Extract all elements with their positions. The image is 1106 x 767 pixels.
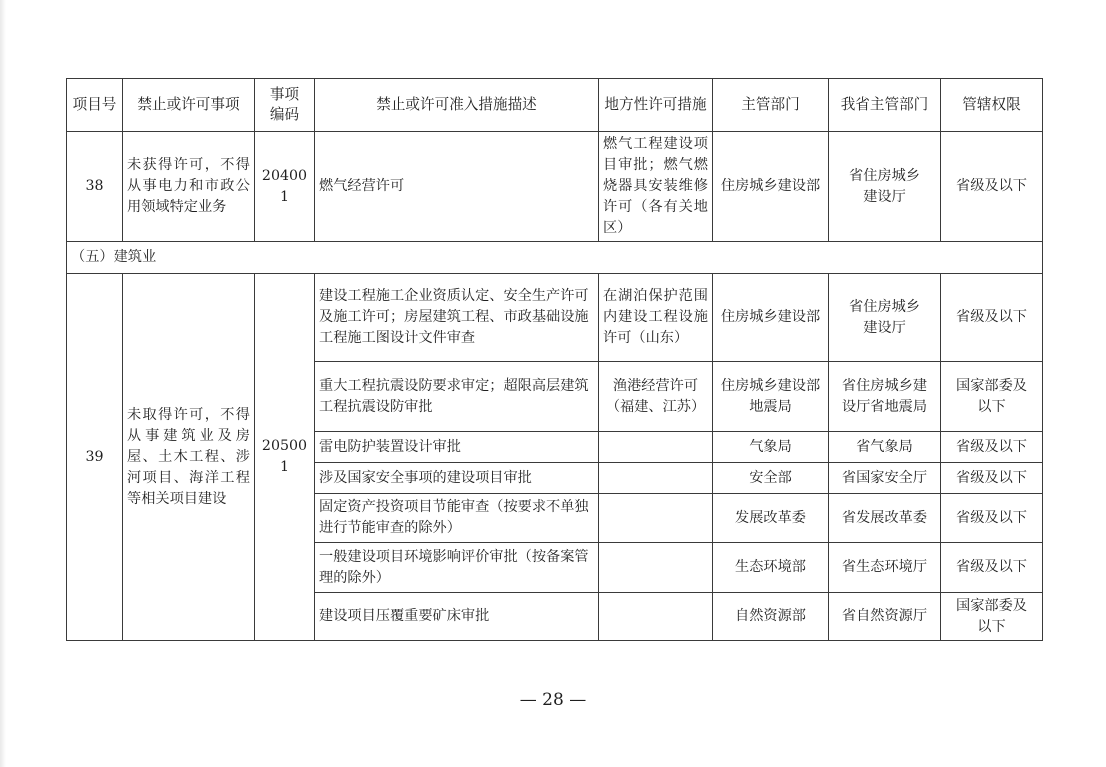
- local-measure: 在湖泊保护范围内建设工程设施许可（山东）: [599, 274, 713, 362]
- dept: 气象局: [713, 432, 829, 463]
- jurisdiction: 省级及以下: [941, 274, 1043, 362]
- dept: 自然资源部: [713, 593, 829, 641]
- header-measure-desc: 禁止或许可准入措施描述: [315, 79, 599, 132]
- header-prov-dept: 我省主管部门: [829, 79, 941, 132]
- measure-desc: 建设项目压覆重要矿床审批: [315, 593, 599, 641]
- dept: 安全部: [713, 463, 829, 494]
- header-jurisdiction: 管辖权限: [941, 79, 1043, 132]
- local-measure: [599, 543, 713, 593]
- item-name: 未取得许可，不得从事建筑业及房屋、土木工程、涉河项目、海洋工程等相关项目建设: [123, 274, 255, 641]
- item-no: 39: [67, 274, 123, 641]
- jurisdiction: 省级及以下: [941, 432, 1043, 463]
- measure-desc: 雷电防护装置设计审批: [315, 432, 599, 463]
- section-title: （五）建筑业: [67, 242, 1043, 274]
- dept: 生态环境部: [713, 543, 829, 593]
- measure-desc: 固定资产投资项目节能审查（按要求不单独进行节能审查的除外）: [315, 494, 599, 543]
- prov-dept: 省自然资源厅: [829, 593, 941, 641]
- header-item-no: 项目号: [67, 79, 123, 132]
- local-measure: 燃气工程建设项目审批；燃气燃烧器具安装维修许可（各有关地区）: [599, 132, 713, 242]
- item-code: 205001: [255, 274, 315, 641]
- prov-dept: 省生态环境厅: [829, 543, 941, 593]
- measure-desc: 燃气经营许可: [315, 132, 599, 242]
- dept: 住房城乡建设部: [713, 274, 829, 362]
- header-code: 事项编码: [255, 79, 315, 132]
- local-measure: [599, 593, 713, 641]
- table-row: [67, 274, 1043, 362]
- measure-desc: 建设工程施工企业资质认定、安全生产许可及施工许可；房屋建筑工程、市政基础设施工程施工图设计文件审查: [315, 274, 599, 362]
- prov-dept: 省气象局: [829, 432, 941, 463]
- local-measure: [599, 432, 713, 463]
- dept: 发展改革委: [713, 494, 829, 543]
- prov-dept: 省发展改革委: [829, 494, 941, 543]
- header-item: 禁止或许可事项: [123, 79, 255, 132]
- prov-dept: 省住房城乡建设厅: [829, 132, 941, 242]
- jurisdiction: 省级及以下: [941, 463, 1043, 494]
- header-row: [67, 79, 1043, 132]
- dept: 住房城乡建设部地震局: [713, 362, 829, 432]
- local-measure: [599, 494, 713, 543]
- measure-desc: 涉及国家安全事项的建设项目审批: [315, 463, 599, 494]
- jurisdiction: 国家部委及以下: [941, 593, 1043, 641]
- jurisdiction: 省级及以下: [941, 543, 1043, 593]
- item-name: 未获得许可，不得从事电力和市政公用领域特定业务: [123, 132, 255, 242]
- item-no: 38: [67, 132, 123, 242]
- table-row: [67, 132, 1043, 242]
- prov-dept: 省住房城乡建设厅省地震局: [829, 362, 941, 432]
- local-measure: [599, 463, 713, 494]
- prov-dept: 省住房城乡建设厅: [829, 274, 941, 362]
- prov-dept: 省国家安全厅: [829, 463, 941, 494]
- section-row: [67, 242, 1043, 274]
- jurisdiction: 省级及以下: [941, 494, 1043, 543]
- page-edge-shadow: [0, 0, 6, 767]
- market-access-table: [66, 78, 1043, 641]
- local-measure: 渔港经营许可（福建、江苏）: [599, 362, 713, 432]
- measure-desc: 重大工程抗震设防要求审定；超限高层建筑工程抗震设防审批: [315, 362, 599, 432]
- dept: 住房城乡建设部: [713, 132, 829, 242]
- item-code: 204001: [255, 132, 315, 242]
- page-number: — 28 —: [519, 690, 587, 710]
- jurisdiction: 国家部委及以下: [941, 362, 1043, 432]
- header-dept: 主管部门: [713, 79, 829, 132]
- measure-desc: 一般建设项目环境影响评价审批（按备案管理的除外）: [315, 543, 599, 593]
- jurisdiction: 省级及以下: [941, 132, 1043, 242]
- header-local-measure: 地方性许可措施: [599, 79, 713, 132]
